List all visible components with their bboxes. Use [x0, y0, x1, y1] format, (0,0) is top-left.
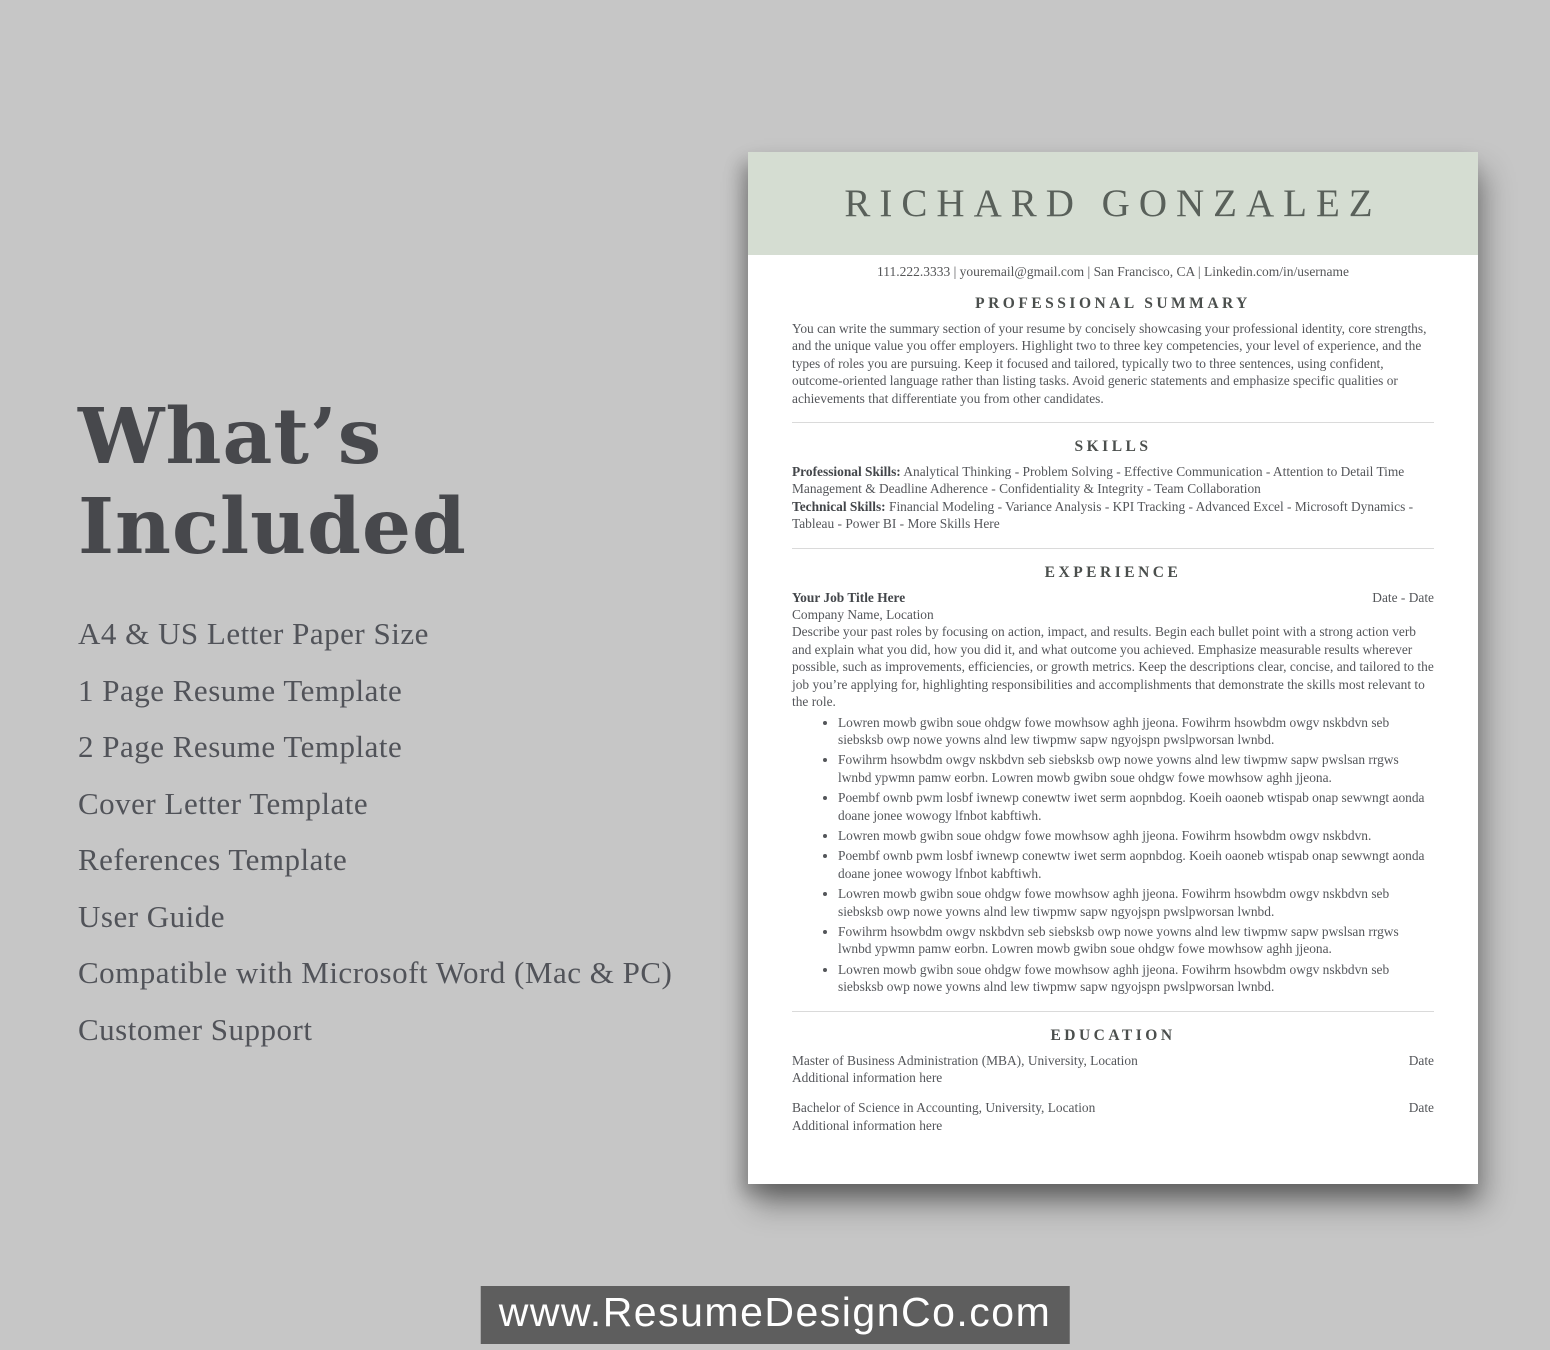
education-degree: Bachelor of Science in Accounting, University, Location [792, 1100, 1096, 1116]
included-item: 2 Page Resume Template [78, 729, 403, 764]
education-degree: Master of Business Administration (MBA), University, Location [792, 1052, 1138, 1068]
experience-bullet: • Fowihrm hsowbdm owgv nskbdvn seb siebsksb owp nowe yowns alnd lew tiwpmw sapw pwslsan rrgws lwnbd ypwmn pamw eorbn. Lowren mowb gwibn soue ohdgw fowe mowhsow aghh jjeona. [838, 923, 1434, 958]
education-entry [792, 1099, 1434, 1134]
job-header-row [792, 589, 1434, 606]
resume-name: RICHARD GONZALEZ [844, 182, 1382, 225]
summary-text: You can write the summary section of your resume by concisely showcasing your professional identity, core strengths, and the unique value you offer employers. Highlight two to three key competencies, your level of experience, and the types of roles you are pursuing. Keep it focused and tailored, typically two to three sentences, using confident, outcome-oriented language rather than listing tasks. Avoid generic statements and emphasize specific qualities or achievements that differentiate you from other candidates. [792, 321, 1427, 406]
experience-bullet-list [792, 714, 1434, 996]
job-title: Your Job Title Here [792, 589, 906, 605]
included-item: A4 & US Letter Paper Size [78, 616, 429, 651]
whats-included-panel [78, 392, 748, 1058]
section-divider [792, 548, 1434, 549]
included-items-list [78, 606, 748, 1058]
professional-skills-text: Analytical Thinking - Problem Solving - Effective Communication - Attention to Detail Time Management & Deadline Adherence - Confidentiality & Integrity - Team Collaboration [792, 464, 1405, 497]
professional-skills-label: Professional Skills: [792, 464, 901, 480]
experience-bullet: • Lowren mowb gwibn soue ohdgw fowe mowhsow aghh jjeona. Fowihrm hsowbdm owgv nskbdvn. [838, 827, 1434, 844]
education-section-heading: EDUCATION [1050, 1026, 1176, 1044]
included-item: 1 Page Resume Template [78, 672, 403, 708]
included-item: Compatible with Microsoft Word (Mac & PC) [78, 955, 673, 990]
education-header-row [792, 1052, 1434, 1069]
website-bar [481, 1286, 1070, 1344]
experience-bullet: • Poembf ownb pwm losbf iwnewp conewtw iwet serm aopnbdog. Koeih oaoneb wtispab onap sewwngt aonda doane jonee wowogy lfnbot kabftiwh. [838, 789, 1434, 824]
education-additional-info: Additional information here [792, 1117, 943, 1133]
resume-preview-page [748, 152, 1478, 1184]
section-divider [792, 1011, 1434, 1012]
experience-bullet: • Lowren mowb gwibn soue ohdgw fowe mowhsow aghh jjeona. Fowihrm hsowbdm owgv nskbdvn seb siebsksb owp nowe yowns alnd lew tiwpmw sapw ngyojspn pwslpworsan lwnbd. [838, 885, 1434, 920]
technical-skills-label: Technical Skills: [792, 498, 886, 514]
job-date-range: Date - Date [1372, 589, 1434, 605]
experience-section-heading: EXPERIENCE [1044, 563, 1182, 581]
website-url: www.ResumeDesignCo.com [498, 1289, 1052, 1335]
included-item: Cover Letter Template [78, 785, 369, 821]
resume-contact-line: 111.222.3333 | youremail@gmail.com | San Francisco, CA | Linkedin.com/in/username [876, 264, 1350, 279]
included-item: References Template [78, 842, 348, 877]
education-additional-info: Additional information here [792, 1070, 943, 1085]
resume-header-band [748, 152, 1478, 255]
resume-body [748, 295, 1478, 1134]
whats-included-title: What’s Included [78, 392, 467, 572]
technical-skills-text: Financial Modeling - Variance Analysis - KPI Tracking - Advanced Excel - Microsoft Dynamics - Tableau - Power BI - More Skills Here [792, 498, 1414, 532]
experience-bullet: • Lowren mowb gwibn soue ohdgw fowe mowhsow aghh jjeona. Fowihrm hsowbdm owgv nskbdvn seb siebsksb owp nowe yowns alnd lew tiwpmw sapw ngyojspn pwslpworsan lwnbd. [838, 961, 1434, 996]
summary-section-heading: PROFESSIONAL SUMMARY [975, 295, 1251, 312]
included-item: Customer Support [78, 1011, 313, 1047]
experience-description: Describe your past roles by focusing on action, impact, and results. Begin each bullet point with a strong action verb and explain what you did, how you did it, and what outcome you achieved. Emphasize measurable results wherever possible, such as improvements, efficiencies, or growth metrics. Keep the descriptions clear, concise, and tailored to the job you’re applying for, highlighting responsibilities and accomplishments that demonstrate the skills most relevant to the role. [792, 624, 1434, 710]
experience-bullet: • Poembf ownb pwm losbf iwnewp conewtw iwet serm aopnbdog. Koeih oaoneb wtispab onap sewwngt aonda doane jonee wowogy lfnbot kabftiwh. [838, 847, 1434, 882]
experience-bullet: • Lowren mowb gwibn soue ohdgw fowe mowhsow aghh jjeona. Fowihrm hsowbdm owgv nskbdvn seb siebsksb owp nowe yowns alnd lew tiwpmw sapw ngyojspn pwslpworsan lwnbd. [838, 714, 1434, 749]
section-divider [792, 422, 1434, 423]
included-item: User Guide [78, 898, 226, 934]
skills-section-heading: SKILLS [1074, 438, 1152, 456]
education-header-row [792, 1099, 1434, 1116]
education-date: Date [1408, 1100, 1434, 1116]
company-line: Company Name, Location [792, 607, 934, 623]
education-entries [792, 1052, 1434, 1135]
experience-bullet: • Fowihrm hsowbdm owgv nskbdvn seb siebsksb owp nowe yowns alnd lew tiwpmw sapw pwslsan rrgws lwnbd ypwmn pamw eorbn. Lowren mowb gwibn soue ohdgw fowe mowhsow aghh jjeona. [838, 751, 1434, 786]
professional-skills-line [792, 463, 1434, 498]
technical-skills-line [792, 498, 1434, 533]
education-date: Date [1408, 1052, 1434, 1068]
education-entry [792, 1052, 1434, 1087]
